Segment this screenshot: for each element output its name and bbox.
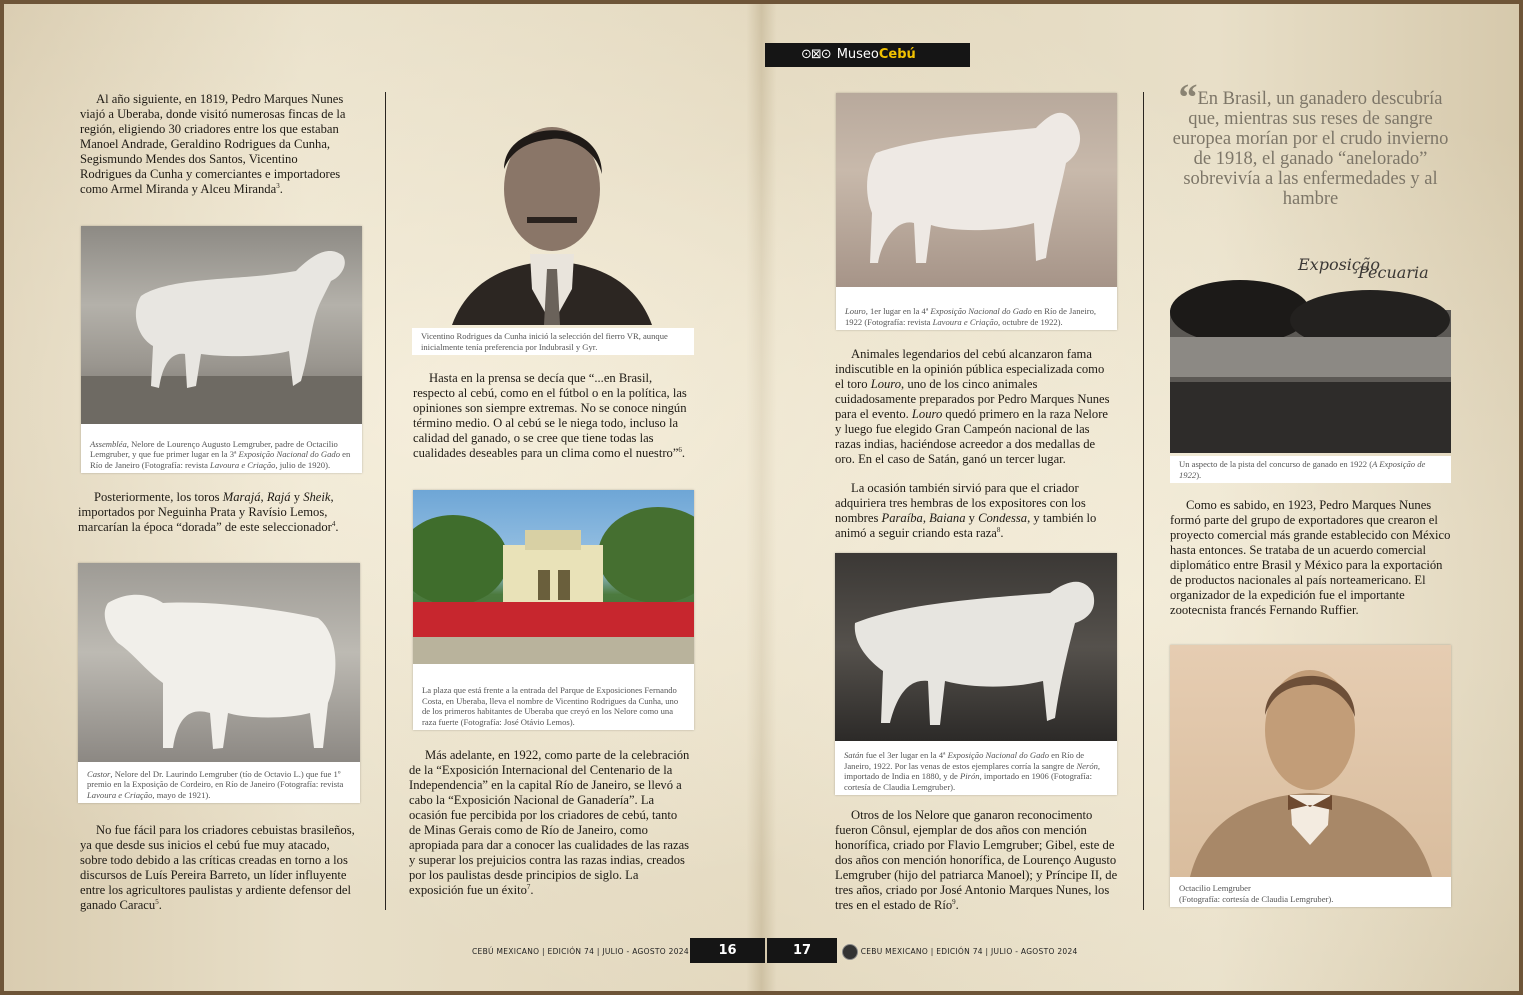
exposition-photo	[1170, 242, 1451, 453]
logo-text-museo: Museo	[836, 47, 879, 62]
photo-exposicao	[1170, 242, 1451, 483]
caption-octacilio: Octacilio Lemgruber (Fotografía: cortesía de Claudia Lemgruber).	[1179, 883, 1334, 904]
caption-louro: Louro, 1er lugar en la 4ª Exposição Nacional do Gado en Río de Janeiro, 1922 (Fotografía: revista Lavoura e Criação, octubre de 1922).	[845, 306, 1097, 327]
col2-paragraph-1: Hasta en la prensa se decía que “...en Brasil, respecto al cebú, como en el fútbol o en la política, las opiniones son siempre extremas. No se conoce ningún término medio. O al cebú se le niega todo, incluso la calidad del ganado, o se cree que tiene todas las cualidades deseables para un clima como el nuestro”$^6$.	[413, 371, 687, 460]
quote-mark-icon: “	[1178, 77, 1198, 119]
col1-paragraph-3: No fue fácil para los criadores cebuistas brasileños, ya que desde sus inicios el cebú fue muy atacado, sobre todo debido a las críticas creadas en torno a los discursos de Luís Pereira Barreto, un líder influyente entre los agricultores paulistas y ardiente defensor del ganado Caracu$^5$.	[80, 823, 355, 912]
portrait-vicentino	[412, 89, 694, 325]
portrait-octacilio	[1170, 645, 1451, 877]
photo-assemblea	[81, 226, 362, 473]
caption-exposicao: Un aspecto de la pista del concurso de ganado en 1922 (A Exposição de 1922).	[1170, 456, 1451, 483]
cow-illustration-1	[81, 226, 362, 424]
col3-paragraph-2: La ocasión también sirvió para que el criador adquiriera tres hembras de los expositores con los nombres Paraíba, Baiana y Condessa, y también lo animó a seguir criando esta raza$^8$.	[835, 481, 1097, 540]
medal-icon	[842, 944, 858, 960]
page-number-right: 17	[767, 938, 837, 963]
pull-quote: “En Brasil, un ganadero descubría que, mientras sus reses de sangre europea morían por el crudo invierno de 1918, el ganado “anelorado” sobrevivía a las enfermedades y al hambre	[1172, 77, 1449, 209]
cow-photo-louro	[836, 93, 1117, 287]
portrait-illustration-1	[412, 89, 694, 325]
cow-illustration-4	[835, 553, 1117, 741]
cow-illustration-3	[836, 93, 1117, 287]
footer-left: CEBÚ MEXICANO | EDICIÓN 74 | JULIO - AGOSTO 2024	[472, 944, 708, 960]
photo-vicentino	[412, 89, 694, 355]
logo-icon: ⊙⊠⊙	[801, 47, 831, 62]
photo-title-pecuaria: Pecuaria	[1358, 263, 1429, 282]
caption-satan: Satán fue el 3er lugar en la 4ª Exposição Nacional do Gado en Río de Janeiro, 1922. Por las venas de estos ejemplares corría la sangre de Nerón, importado de India en 1880, y de Pirón, importado en 1906 (Fotografía: cortesía de Claudia Lemgruber).	[844, 750, 1101, 792]
caption-castor: Castor, Nelore del Dr. Laurindo Lemgruber (tío de Octavio L.) que fue 1º premio en la Exposição de Cordeiro, en Río de Janeiro (Fotografía: revista Lavoura e Criação, mayo de 1921).	[87, 768, 344, 800]
museo-cebu-logo	[765, 43, 970, 67]
column-divider-2	[1143, 92, 1144, 910]
col1-paragraph-1: Al año siguiente, en 1819, Pedro Marques Nunes viajó a Uberaba, donde visitó numerosas fincas de la región, eligiendo 30 criadores entre los que estaban Manoel Andrade, Geraldino Rodrigues da Cunha, Segismundo Mendes dos Santos, Vicentino Rodrigues da Cunha y comerciantes e importadores como Armel Miranda y Alceu Miranda$^3$.	[80, 92, 346, 196]
portrait-illustration-2	[1170, 645, 1451, 877]
page-number-left: 16	[690, 938, 765, 963]
cow-illustration-2	[78, 563, 360, 762]
caption-vicentino: Vicentino Rodrigues da Cunha inició la selección del fierro VR, aunque inicialmente tenía preferencia por Indubrasil y Gyr.	[412, 328, 694, 355]
footer-right: CEBU MEXICANO | EDICIÓN 74 | JULIO - AGOSTO 2024	[842, 944, 1078, 960]
caption-plaza: La plaza que está frente a la entrada del Parque de Exposiciones Fernando Costa, en Uberaba, lleva el nombre de Vicentino Rodrigues da Cunha, uno de los primeros habitantes de Uberaba que creyó en los Nelore como una raza fuerte (Fotografía: José Otávio Lemos).	[422, 685, 679, 727]
exposition-illustration	[1170, 242, 1451, 453]
col3-paragraph-3: Otros de los Nelore que ganaron reconocimento fueron Cônsul, ejemplar de dos años con mención honorífica, criado por Flavio Lemgruber; Gibel, este de dos años con mención honorífica, de Lourenço Augusto Lemgruber (hijo del patriarca Manoel); y Príncipe II, de tres años, criado por José Antonio Marques Nunes, los tres en el estado de Río$^9$.	[835, 808, 1118, 912]
column-divider-1	[385, 92, 386, 910]
cow-photo-castor	[78, 563, 360, 762]
col2-paragraph-2: Más adelante, en 1922, como parte de la celebración de la “Exposición Internacional del Centenario de la Independencia” en la capital Río de Janeiro, se llevó a cabo la “Exposición Nacional de Ganadería”. La ocasión fue percibida por los criadores de cebú, tanto de Minas Gerais como de Río de Janeiro, como apropiada para dar a conocer las cualidades de las razas y superar los prejuicios contra las razas indias, creados por los paulistas desde principios de siglo. La exposición fue un éxito$^7$.	[409, 748, 690, 897]
caption-assemblea: Assembléa, Nelore de Lourenço Augusto Lemgruber, padre de Octacilio Lemgruber, y que fue primer lugar en la 3ª Exposição Nacional do Gado en Río de Janeiro (Fotografía: revista Lavoura e Criação, julio de 1920).	[90, 438, 351, 470]
photo-octacilio	[1170, 645, 1451, 907]
photo-title-exposicao: Exposição	[1298, 255, 1381, 274]
plaza-photo	[413, 490, 694, 664]
photo-plaza	[413, 490, 694, 730]
col4-paragraph-1: Como es sabido, en 1923, Pedro Marques Nunes formó parte del grupo de exportadores que crearon el proyecto comercial más grande establecido con México hasta entonces. Se trataba de un acuerdo comercial diplomático entre Brasil y México para la exportación de productos nacionales al país norteamericano. El organizador de la expedición fue el importante zootecnista francés Fernando Ruffier.	[1170, 498, 1451, 617]
photo-castor	[78, 563, 360, 803]
cow-photo-satan	[835, 553, 1117, 741]
cow-photo-assemblea	[81, 226, 362, 424]
photo-louro	[836, 93, 1117, 330]
col1-paragraph-2: Posteriormente, los toros Marajá, Rajá y Sheik, importados por Neguinha Prata y Ravísio Lemos, marcarían la época “dorada” de este seleccionador$^4$.	[78, 490, 339, 534]
logo-text-cebu: Cebú	[878, 47, 916, 62]
photo-satan	[835, 553, 1117, 795]
plaza-illustration	[413, 490, 694, 664]
col3-paragraph-1: Animales legendarios del cebú alcanzaron fama indiscutible en la opinión pública especializada como el toro Louro, uno de los cinco animales cuidadosamente preparados por Pedro Marques Nunes para el evento. Louro quedó primero en la raza Nelore y luego fue elegido Gran Campeón nacional de las razas indias, haciéndose acreedor a dos medallas de oro. En el caso de Satán, ganó un tercer lugar.	[835, 347, 1110, 466]
